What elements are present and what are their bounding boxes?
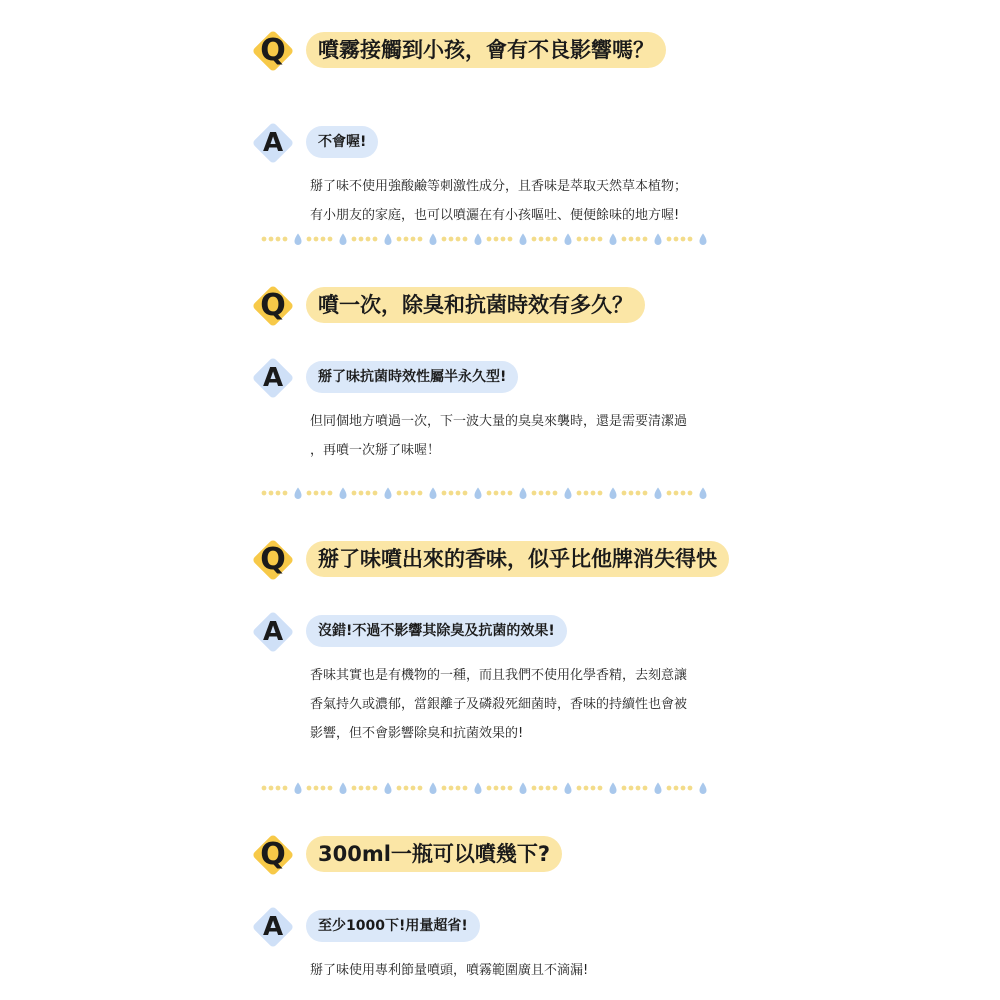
divider-dot: [688, 237, 693, 242]
water-drop-icon: [655, 234, 662, 246]
divider-dot: [508, 491, 513, 496]
divider-dot: [314, 491, 319, 496]
divider-dot: [321, 491, 326, 496]
divider-dot: [373, 491, 378, 496]
a-letter: A: [262, 128, 284, 158]
divider-dot: [636, 491, 641, 496]
water-drop-icon: [610, 234, 617, 246]
divider-dot: [643, 237, 648, 242]
divider-dot: [328, 491, 333, 496]
answer-line: 掰了味不使用強酸鹼等刺激性成分，且香味是萃取天然草本植物；: [310, 179, 688, 194]
water-drop-icon: [700, 488, 707, 500]
water-drop-icon: [385, 234, 392, 246]
water-drop-icon: [565, 234, 572, 246]
answer-body: [310, 407, 768, 465]
water-drop-icon: [385, 488, 392, 500]
water-drop-icon: [610, 488, 617, 500]
divider-dot: [404, 237, 409, 242]
a-badge: [252, 357, 294, 399]
divider-dot: [539, 491, 544, 496]
divider-dot: [411, 491, 416, 496]
divider-dot: [262, 491, 267, 496]
divider-dot: [283, 786, 288, 791]
divider-dot: [463, 786, 468, 791]
divider-dot: [584, 786, 589, 791]
divider-dot: [584, 491, 589, 496]
divider-dot: [359, 237, 364, 242]
question-row: [248, 283, 768, 333]
dotted-divider: [258, 781, 758, 795]
water-drop-icon: [520, 783, 527, 795]
divider-dot: [546, 786, 551, 791]
dotted-divider: [258, 486, 758, 500]
divider-dot: [667, 786, 672, 791]
water-drop-icon: [655, 783, 662, 795]
water-drop-icon: [385, 783, 392, 795]
a-letter: A: [262, 363, 284, 393]
divider-dot: [501, 237, 506, 242]
divider-dot: [269, 491, 274, 496]
divider-dot: [269, 237, 274, 242]
a-badge: [252, 122, 294, 164]
divider-dot: [622, 237, 627, 242]
divider-dot: [577, 237, 582, 242]
qa-item-1: [248, 28, 768, 230]
divider-dot: [636, 237, 641, 242]
divider-dot: [283, 491, 288, 496]
divider-dot: [314, 237, 319, 242]
water-drop-icon: [565, 488, 572, 500]
divider-dot: [494, 786, 499, 791]
divider-dot: [501, 786, 506, 791]
a-letter: A: [262, 617, 284, 647]
divider-dot: [352, 237, 357, 242]
answer-line: ，再噴一次掰了味喔！: [310, 443, 441, 458]
divider-dot: [276, 786, 281, 791]
q-letter: Q: [260, 542, 286, 577]
answer-body: [310, 661, 768, 748]
divider-dot: [442, 237, 447, 242]
a-badge: [252, 906, 294, 948]
divider-dot: [276, 491, 281, 496]
divider-dot: [667, 237, 672, 242]
answer-body: [310, 956, 768, 985]
divider-dot: [404, 491, 409, 496]
divider-dot: [321, 237, 326, 242]
answer-row: [248, 120, 768, 170]
divider-dot: [681, 786, 686, 791]
water-drop-icon: [340, 234, 347, 246]
divider-dot: [463, 237, 468, 242]
answer-body: [310, 172, 768, 230]
divider-dot: [532, 237, 537, 242]
q-badge: [252, 539, 294, 581]
divider-dot: [359, 491, 364, 496]
divider-dot: [532, 786, 537, 791]
divider-dot: [307, 786, 312, 791]
divider-dot: [397, 491, 402, 496]
qa-item-4: [248, 832, 768, 985]
answer-line: 掰了味使用專利節量噴頭，噴霧範圍廣且不滴漏!: [310, 963, 589, 978]
divider-dot: [622, 786, 627, 791]
divider-dot: [314, 786, 319, 791]
answer-title: 沒錯!不過不影響其除臭及抗菌的效果!: [306, 615, 567, 647]
divider-dot: [307, 491, 312, 496]
divider-dot: [373, 786, 378, 791]
divider-dot: [283, 237, 288, 242]
answer-row: [248, 904, 768, 954]
q-badge: [252, 834, 294, 876]
answer-line: 香味其實也是有機物的一種，而且我們不使用化學香精，去刻意讓: [310, 668, 688, 683]
divider-dot: [418, 237, 423, 242]
divider-dot: [373, 237, 378, 242]
divider-dot: [539, 237, 544, 242]
divider-dot: [667, 491, 672, 496]
divider-dot: [366, 491, 371, 496]
water-drop-icon: [430, 783, 437, 795]
divider-dot: [487, 237, 492, 242]
divider-dot: [262, 237, 267, 242]
answer-row: [248, 609, 768, 659]
divider-dot: [404, 786, 409, 791]
divider-dot: [598, 237, 603, 242]
water-drop-icon: [340, 488, 347, 500]
divider-dot: [456, 491, 461, 496]
divider-dot: [591, 491, 596, 496]
divider-dot: [456, 786, 461, 791]
dotted-divider: [258, 232, 758, 246]
q-badge: [252, 285, 294, 327]
q-letter: Q: [260, 33, 286, 68]
divider-dot: [598, 491, 603, 496]
divider-dot: [411, 237, 416, 242]
q-letter: Q: [260, 837, 286, 872]
divider-dot: [591, 237, 596, 242]
answer-line: 但同個地方噴過一次，下一波大量的臭臭來襲時，還是需要清潔過: [310, 414, 688, 429]
divider-dot: [328, 786, 333, 791]
answer-row: [248, 355, 768, 405]
divider-dot: [674, 786, 679, 791]
divider-dot: [598, 786, 603, 791]
divider-dot: [411, 786, 416, 791]
divider-dot: [508, 786, 513, 791]
divider-dot: [397, 237, 402, 242]
water-drop-icon: [655, 488, 662, 500]
divider-dot: [622, 491, 627, 496]
divider-dot: [463, 491, 468, 496]
divider-dot: [508, 237, 513, 242]
answer-line: 影響，但不會影響除臭和抗菌效果的!: [310, 726, 524, 741]
q-letter: Q: [260, 288, 286, 323]
divider-dot: [553, 237, 558, 242]
answer-title: 至少1000下!用量超省!: [306, 910, 480, 942]
water-drop-icon: [700, 234, 707, 246]
divider-dot: [487, 786, 492, 791]
water-drop-icon: [520, 488, 527, 500]
q-badge: [252, 30, 294, 72]
divider-dot: [577, 491, 582, 496]
question-row: [248, 537, 768, 587]
divider-dot: [629, 491, 634, 496]
qa-item-2: [248, 283, 768, 465]
question-text: 噴霧接觸到小孩，會有不良影響嗎？: [306, 32, 666, 68]
answer-title: 不會喔!: [306, 126, 378, 158]
water-drop-icon: [430, 488, 437, 500]
divider-dot: [276, 237, 281, 242]
question-text: 掰了味噴出來的香味，似乎比他牌消失得快: [306, 541, 729, 577]
divider-dot: [643, 491, 648, 496]
water-drop-icon: [295, 234, 302, 246]
divider-dot: [366, 786, 371, 791]
water-drop-icon: [565, 783, 572, 795]
divider-dot: [269, 786, 274, 791]
divider-dot: [262, 786, 267, 791]
divider-dot: [449, 491, 454, 496]
divider-dot: [643, 786, 648, 791]
divider-dot: [501, 491, 506, 496]
divider-dot: [449, 237, 454, 242]
water-drop-icon: [475, 234, 482, 246]
water-drop-icon: [295, 783, 302, 795]
water-drop-icon: [430, 234, 437, 246]
answer-line: 香氣持久或濃郁，當銀離子及磷殺死細菌時，香味的持續性也會被: [310, 697, 688, 712]
divider-dot: [553, 491, 558, 496]
water-drop-icon: [295, 488, 302, 500]
divider-dot: [629, 237, 634, 242]
divider-dot: [494, 491, 499, 496]
water-drop-icon: [340, 783, 347, 795]
divider-dot: [546, 491, 551, 496]
answer-line: 有小朋友的家庭，也可以噴灑在有小孩嘔吐、便便餘味的地方喔!: [310, 208, 680, 223]
divider-dot: [307, 237, 312, 242]
divider-dot: [418, 491, 423, 496]
water-drop-icon: [610, 783, 617, 795]
question-row: [248, 28, 768, 78]
divider-dot: [494, 237, 499, 242]
divider-dot: [681, 237, 686, 242]
a-badge: [252, 611, 294, 653]
water-drop-icon: [700, 783, 707, 795]
divider-dot: [487, 491, 492, 496]
divider-dot: [681, 491, 686, 496]
divider-dot: [539, 786, 544, 791]
divider-dot: [321, 786, 326, 791]
qa-item-3: [248, 537, 768, 748]
divider-dot: [629, 786, 634, 791]
divider-dot: [456, 237, 461, 242]
water-drop-icon: [475, 488, 482, 500]
a-letter: A: [262, 912, 284, 942]
divider-dot: [674, 491, 679, 496]
divider-dot: [352, 491, 357, 496]
divider-dot: [442, 491, 447, 496]
divider-dot: [553, 786, 558, 791]
divider-dot: [449, 786, 454, 791]
divider-dot: [328, 237, 333, 242]
water-drop-icon: [520, 234, 527, 246]
divider-dot: [418, 786, 423, 791]
question-row: [248, 832, 768, 882]
divider-dot: [688, 491, 693, 496]
divider-dot: [674, 237, 679, 242]
divider-dot: [442, 786, 447, 791]
question-text: 300ml一瓶可以噴幾下?: [306, 836, 562, 872]
divider-dot: [577, 786, 582, 791]
divider-dot: [591, 786, 596, 791]
divider-dot: [352, 786, 357, 791]
divider-dot: [359, 786, 364, 791]
divider-dot: [532, 491, 537, 496]
answer-title: 掰了味抗菌時效性屬半永久型!: [306, 361, 518, 393]
divider-dot: [584, 237, 589, 242]
divider-dot: [688, 786, 693, 791]
divider-dot: [366, 237, 371, 242]
divider-dot: [636, 786, 641, 791]
water-drop-icon: [475, 783, 482, 795]
question-text: 噴一次，除臭和抗菌時效有多久？: [306, 287, 645, 323]
divider-dot: [546, 237, 551, 242]
divider-dot: [397, 786, 402, 791]
